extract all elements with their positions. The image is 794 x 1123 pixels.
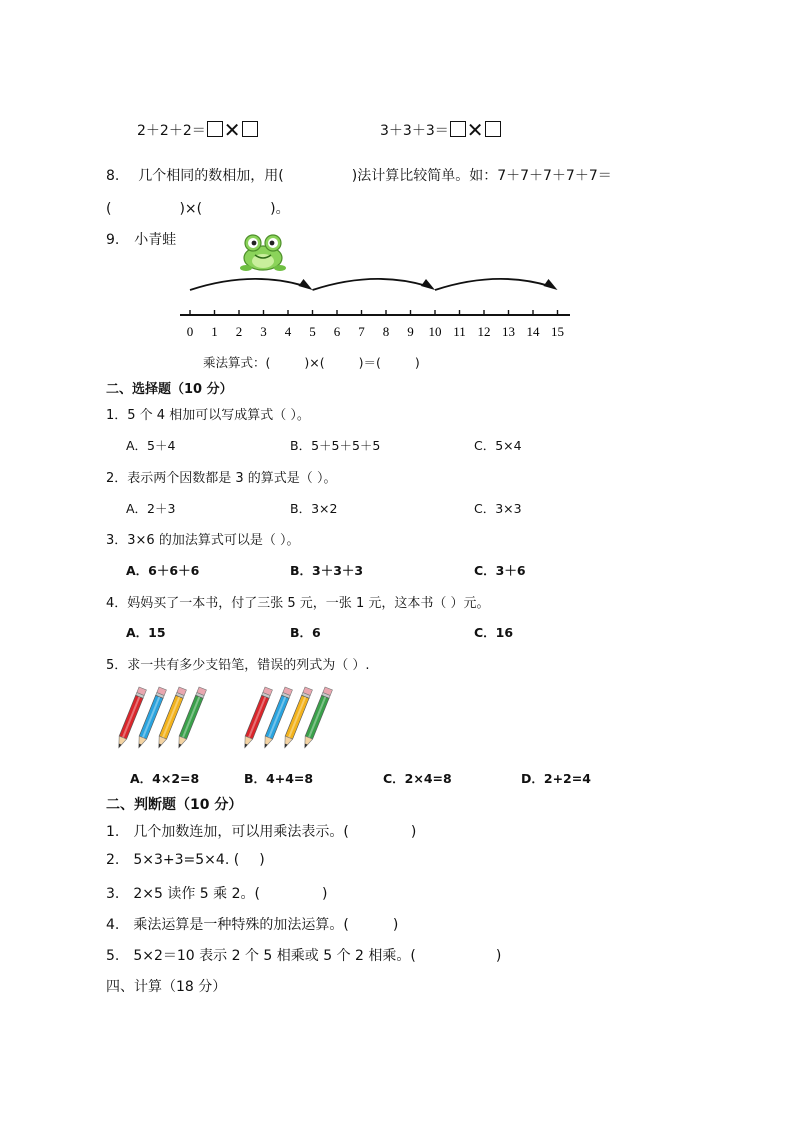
answer-box[interactable] <box>207 121 223 137</box>
choice-q2-c[interactable]: C．3×3 <box>474 501 522 516</box>
tick-label: 11 <box>453 324 466 339</box>
choice-q1-c[interactable]: C．5×4 <box>474 438 522 453</box>
question-number: 9. <box>106 232 120 248</box>
jump-arrowhead <box>299 279 313 290</box>
choice-q3-a[interactable]: A．6＋6＋6 <box>126 563 200 578</box>
tick-label: 4 <box>284 324 292 339</box>
tick-label: 10 <box>428 324 442 339</box>
judge-item-4 <box>106 914 398 934</box>
expr-text: 2＋2＋2＝ <box>137 123 206 139</box>
jump-arc <box>313 279 428 290</box>
jump-arrowhead <box>421 279 435 290</box>
tick-label: 3 <box>260 324 267 339</box>
item-number: 4. <box>106 917 120 933</box>
item-end: ) <box>259 852 265 868</box>
top-right-expression <box>380 118 502 142</box>
number-line <box>175 268 585 348</box>
item-text: 2×5 读作 5 乘 2。( <box>133 886 260 902</box>
item-number: 1. <box>106 824 120 840</box>
choice-q3-stem: 3．3×6 的加法算式可以是（ ）。 <box>106 533 300 548</box>
judge-item-2 <box>106 852 265 868</box>
jump-arc <box>190 279 305 290</box>
choice-q4-c[interactable]: C．16 <box>474 625 514 640</box>
answer-box[interactable] <box>450 121 466 137</box>
choice-q5-c[interactable]: C．2×4=8 <box>383 771 452 786</box>
formula-eq: )＝( <box>358 355 381 370</box>
choice-q3-c[interactable]: C．3＋6 <box>474 563 526 578</box>
item-end: ) <box>321 886 328 902</box>
item-text: 几个加数连加，可以用乘法表示。( <box>133 824 349 840</box>
paren-open: ( <box>106 201 112 217</box>
tick-label: 14 <box>526 324 540 339</box>
answer-box[interactable] <box>485 121 501 137</box>
judge-item-3 <box>106 883 327 903</box>
section-title-calc: 四、计算（18 分） <box>106 979 227 995</box>
choice-q4-b[interactable]: B．6 <box>290 625 321 640</box>
question-8-line2 <box>106 198 290 218</box>
item-number: 3. <box>106 886 120 902</box>
choice-q5-stem: 5．求一共有多少支铅笔，错误的列式为（ ）. <box>106 658 370 673</box>
formula-end: ) <box>414 355 420 370</box>
item-number: 2. <box>106 852 120 868</box>
item-end: ) <box>392 917 399 933</box>
question-8-line1 <box>106 165 612 185</box>
tick-label: 2 <box>235 324 243 339</box>
tick-label: 15 <box>551 324 564 339</box>
tick-label: 9 <box>407 324 414 339</box>
tick-label: 13 <box>502 324 515 339</box>
choice-q4-a[interactable]: A．15 <box>126 625 166 640</box>
times-symbol: ✕ <box>223 118 241 142</box>
expr-text: 3＋3＋3＝ <box>380 123 449 139</box>
paren-close: )。 <box>270 201 290 217</box>
item-text: 乘法运算是一种特殊的加法运算。( <box>133 917 349 933</box>
tick-label: 1 <box>211 324 218 339</box>
tick-label: 7 <box>358 324 365 339</box>
times-symbol: ✕ <box>466 118 484 142</box>
choice-q1-stem: 1．5 个 4 相加可以写成算式（ ）。 <box>106 408 310 423</box>
top-left-expression <box>137 118 259 142</box>
times-paren: )×( <box>179 201 203 217</box>
item-end: ) <box>410 824 417 840</box>
frog-icon <box>240 230 286 272</box>
judge-item-1 <box>106 821 416 841</box>
choice-q2-a[interactable]: A．2＋3 <box>126 501 176 516</box>
formula-mid: )×( <box>304 355 325 370</box>
answer-box[interactable] <box>242 121 258 137</box>
choice-q1-a[interactable]: A．5＋4 <box>126 438 176 453</box>
formula-line <box>203 353 420 371</box>
choice-q2-b[interactable]: B．3×2 <box>290 501 338 516</box>
choice-q3-b[interactable]: B．3＋3＋3 <box>290 563 364 578</box>
section-title-judge: 二、判断题（10 分） <box>106 797 243 813</box>
question-text: 几个相同的数相加，用( <box>138 168 284 184</box>
judge-item-5 <box>106 945 501 965</box>
choice-q5-a[interactable]: A．4×2=8 <box>130 771 200 786</box>
item-end: ) <box>495 948 502 964</box>
jump-arc <box>435 279 550 290</box>
item-number: 5. <box>106 948 120 964</box>
question-text: 小青蛙 <box>134 232 177 248</box>
tick-label: 0 <box>186 324 194 339</box>
section-title-choice: 二、选择题（10 分） <box>106 382 233 397</box>
tick-label: 5 <box>309 324 316 339</box>
formula-label: 乘法算式：( <box>203 355 271 370</box>
tick-label: 8 <box>382 324 390 339</box>
pencils-group-1 <box>110 684 210 756</box>
choice-q4-stem: 4．妈妈买了一本书，付了三张 5 元，一张 1 元，这本书（ ）元。 <box>106 596 490 611</box>
choice-q5-d[interactable]: D．2+2=4 <box>521 771 591 786</box>
choice-q5-b[interactable]: B．4+4=8 <box>244 771 314 786</box>
tick-label: 12 <box>477 324 491 339</box>
jump-arrowhead <box>544 279 558 290</box>
question-9 <box>106 229 176 249</box>
tick-label: 6 <box>333 324 341 339</box>
choice-q1-b[interactable]: B．5＋5＋5＋5 <box>290 438 381 453</box>
question-number: 8. <box>106 168 120 184</box>
item-text: 5×3+3=5×4. ( <box>133 852 240 868</box>
choice-q2-stem: 2．表示两个因数都是 3 的算式是（ ）。 <box>106 471 337 486</box>
question-text-b: )法计算比较简单。如：7＋7＋7＋7＋7＝ <box>351 168 612 184</box>
pencils-group-2 <box>236 684 336 756</box>
item-text: 5×2＝10 表示 2 个 5 相乘或 5 个 2 相乘。( <box>133 948 416 964</box>
